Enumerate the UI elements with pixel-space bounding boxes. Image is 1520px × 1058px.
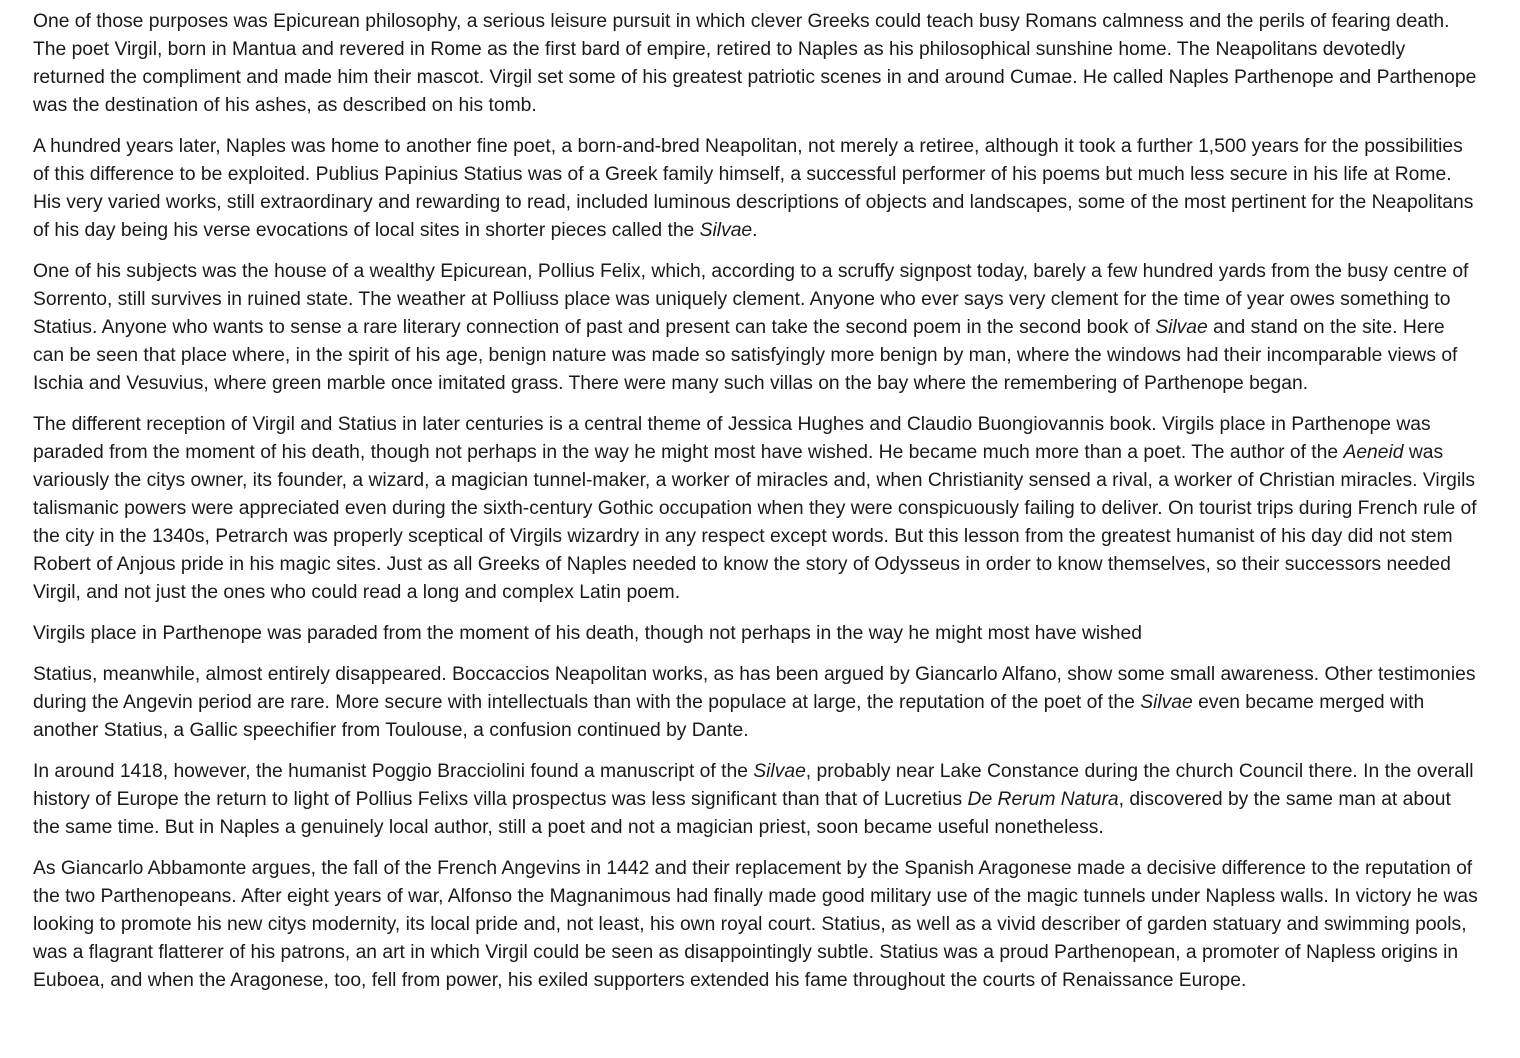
article-paragraph	[33, 661, 1480, 745]
text-run: One of his subjects was the house of a wealthy Epicurean, Pollius Felix, which, according to a scruffy signpost today, barely a few hundred yards from the busy centre of Sorrento, still survives in ruined state. The weather at Polliuss place was uniquely clement. Anyone who ever says very clement for the time of year owes something to Statius. Anyone who wants to sense a rare literary connection of past and present can take the second poem in the second book of	[33, 261, 1469, 338]
text-run: As Giancarlo Abbamonte argues, the fall of the French Angevins in 1442 and their replacement by the Spanish Aragonese made a decisive difference to the reputation of the two Parthenopeans. After eight years of war, Alfonso the Magnanimous had finally made good military use of the magic tunnels under Napless walls. In victory he was looking to promote his new citys modernity, its local pride and, not least, his own royal court. Statius, as well as a vivid describer of garden statuary and swimming pools, was a flagrant flatterer of his patrons, an art in which Virgil could be seen as disappointingly subtle. Statius was a proud Parthenopean, a promoter of Napless origins in Euboea, and when the Aragonese, too, fell from power, his exiled supporters extended his fame throughout the courts of Renaissance Europe.	[33, 858, 1478, 991]
text-run: In around 1418, however, the humanist Poggio Bracciolini found a manuscript of the	[33, 761, 754, 782]
text-run: even became merged with another Statius, a Gallic speechifier from Toulouse, a confusion continued by Dante.	[33, 692, 1425, 741]
text-run: Virgils place in Parthenope was paraded from the moment of his death, though not perhaps in the way he might most have wished	[33, 623, 1142, 644]
article-paragraph	[33, 758, 1480, 842]
italic-title: Silvae	[1140, 692, 1193, 713]
article-paragraph	[33, 8, 1480, 120]
italic-title: Silvae	[753, 761, 806, 782]
text-run: and stand on the site. Here can be seen that place where, in the spirit of his age, benign nature was made so satisfyingly more benign by man, where the windows had their incomparable views of Ischia and Vesuvius, where green marble once imitated grass. There were many such villas on the bay where the remembering of Parthenope began.	[33, 317, 1458, 394]
text-run: Statius, meanwhile, almost entirely disappeared. Boccaccios Neapolitan works, as has been argued by Giancarlo Alfano, show some small awareness. Other testimonies during the Angevin period are rare. More secure with intellectuals than with the populace at large, the reputation of the poet of the	[33, 664, 1476, 713]
text-run: A hundred years later, Naples was home to another fine poet, a born-and-bred Neapolitan, not merely a retiree, although it took a further 1,500 years for the possibilities of this difference to be exploited. Publius Papinius Statius was of a Greek family himself, a successful performer of his poems but much less secure in his life at Rome. His very varied works, still extraordinary and rewarding to read, included luminous descriptions of objects and landscapes, some of the most pertinent for the Neapolitans of his day being his verse evocations of local sites in shorter pieces called the	[33, 136, 1474, 241]
pull-quote-paragraph	[33, 620, 1480, 648]
italic-title: De Rerum Natura	[967, 789, 1119, 810]
text-run: .	[752, 220, 758, 241]
text-run: , probably near Lake Constance during the church Council there. In the overall history of Europe the return to light of Pollius Felixs villa prospectus was less significant than that of Lucretius	[33, 761, 1474, 810]
text-run: One of those purposes was Epicurean philosophy, a serious leisure pursuit in which clever Greeks could teach busy Romans calmness and the perils of fearing death. The poet Virgil, born in Mantua and revered in Rome as the first bard of empire, retired to Naples as his philosophical sunshine home. The Neapolitans devotedly returned the compliment and made him their mascot. Virgil set some of his greatest patriotic scenes in and around Cumae. He called Naples Parthenope and Parthenope was the destination of his ashes, as described on his tomb.	[33, 11, 1477, 116]
text-run: was variously the citys owner, its founder, a wizard, a magician tunnel-maker, a worker of miracles and, when Christianity sensed a rival, a worker of Christian miracles. Virgils talismanic powers were appreciated even during the sixth-century Gothic occupation when they were conspicuously failing to deliver. On tourist trips during French rule of the city in the 1340s, Petrarch was properly sceptical of Virgils wizardry in any respect except words. But this lesson from the greatest humanist of his day did not stem Robert of Anjous pride in his magic sites. Just as all Greeks of Naples needed to know the story of Odysseus in order to know themselves, so their successors needed Virgil, and not just the ones who could read a long and complex Latin poem.	[33, 442, 1477, 603]
italic-title: Silvae	[1155, 317, 1208, 338]
italic-title: Silvae	[699, 220, 753, 241]
text-run: , discovered by the same man at about the same time. But in Naples a genuinely local author, still a poet and not a magician priest, soon became useful nonetheless.	[33, 789, 1451, 838]
italic-title: Aeneid	[1343, 442, 1404, 463]
article-paragraph	[33, 258, 1480, 398]
article-paragraph	[33, 855, 1480, 995]
article-paragraph	[33, 133, 1480, 245]
text-run: The different reception of Virgil and Statius in later centuries is a central theme of Jessica Hughes and Claudio Buongiovannis book. Virgils place in Parthenope was paraded from the moment of his death, though not perhaps in the way he might most have wished. He became much more than a poet. The author of the	[33, 414, 1431, 463]
article-paragraph	[33, 411, 1480, 607]
